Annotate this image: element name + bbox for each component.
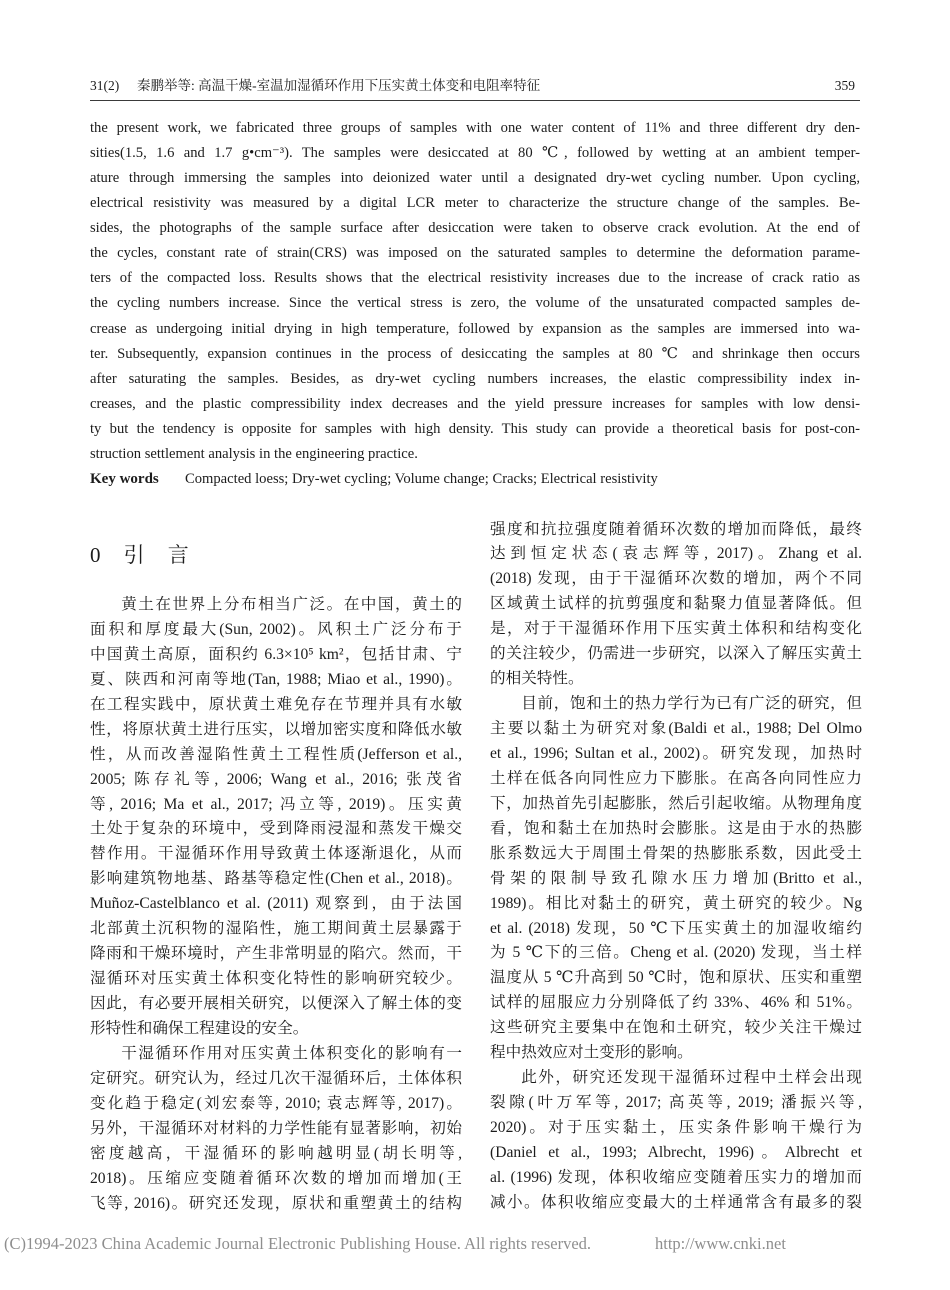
text-line: et al., 1996; Sultan et al., 2002)。研究发现，加热时 [490,744,862,762]
keywords-text: Compacted loess; Dry-wet cycling; Volume change; Cracks; Electrical resistivity [185,470,658,487]
text-line: 另外，干湿循环对材料的力学性能有显著影响，初始 [90,1119,462,1137]
text-line: 裂隙(叶万军等, 2017; 高英等, 2019; 潘振兴等, [490,1094,862,1112]
abstract-paragraph [90,116,860,468]
text-line: 2020)。对于压实黏土，压实条件影响干燥行为 [490,1119,862,1136]
text-line: 下，加热首先引起膨胀，然后引起收缩。从物理角度 [490,794,862,812]
text-line: 减小。体积收缩应变最大的土样通常含有最多的裂 [490,1193,862,1211]
running-title: 秦鹏举等: 高温干燥-室温加湿循环作用下压实黄土体变和电阻率特征 [137,78,541,93]
english-abstract [90,116,860,468]
text-line: 温度从 5 ℃升高到 50 ℃时，饱和原状、压实和重塑 [490,969,862,987]
keywords-label: Key words [90,470,159,487]
text-line: 面积和厚度最大(Sun, 2002)。风积土广泛分布于 [90,620,462,638]
paragraph [490,1066,862,1216]
text-line: 影响建筑物地基、路基等稳定性(Chen et al., 2018)。 [90,870,462,888]
text-line: 形特性和确保工程建设的安全。 [90,1019,309,1037]
text-line: 目前，饱和土的热力学行为已有广泛的研究，但 [521,695,862,713]
text-line: 1989)。相比对黏土的研究，黄土研究的较少。Ng [490,894,862,912]
text-line: 为 5 ℃下的三倍。Cheng et al. (2020) 发现，当土样 [490,944,862,962]
text-line: 黄土在世界上分布相当广泛。在中国，黄土的 [121,596,462,613]
left-column [90,593,462,1216]
text-line: sides, the photographs of the sample surface after desiccation were taken to observe crack evolution. At the end of [90,220,860,237]
text-line: 区域黄土试样的抗剪强度和黏聚力值显著降低。但 [490,595,862,613]
text-line: 湿循环对压实黄土体积变化特性的影响研究较少。 [90,970,462,988]
text-line: 2018)。压缩应变随着循环次数的增加而增加(王 [90,1169,462,1187]
copyright-notice: (C)1994-2023 China Academic Journal Electronic Publishing House. All rights reserved. [4,1234,592,1253]
text-line: (2018) 发现，由于干湿循环次数的增加，两个不同 [490,570,862,588]
section-title: 引 言 [123,543,198,567]
text-line: Muñoz-Castelblanco et al. (2011) 观察到，由于法国 [90,895,462,913]
text-line: 这些研究主要集中在饱和土研究，较少关注干燥过 [490,1019,862,1037]
text-line: 中国黄土高原，面积约 6.3×10⁵ km²，包括甘肃、宁 [90,645,462,663]
text-line: 试样的屈服应力分别降低了约 33%、46% 和 51%。 [490,994,862,1012]
text-line: electrical resistivity was measured by a digital LCR meter to characterize the structure change of the samples. Be- [90,194,860,211]
running-header [0,76,950,96]
text-line: al. (1996) 发现，体积收缩应变随着压实力的增加而 [490,1168,862,1186]
text-line: 骨架的限制导致孔隙水压力增加(Britto et al., [490,869,862,887]
right-column [490,518,862,1216]
text-line: 胀系数远大于周围土骨架的热膨胀系数，因此受土 [490,844,862,862]
text-line: 夏、陕西和河南等地(Tan, 1988; Miao et al., 1990)。 [90,670,462,688]
keywords [90,467,860,492]
text-line: 的关注较少，仍需进一步研究，以深入了解压实黄土 [490,645,862,663]
text-line: 是，对于干湿循环作用下压实黄土体积和结构变化 [490,620,862,638]
text-line: 土处于复杂的环境中，受到降雨浸湿和蒸发干燥交 [90,820,462,838]
text-line: 此外，研究还发现干湿循环过程中土样会出现 [521,1069,862,1087]
text-line: 干湿循环作用对压实黄土体积变化的影响有一 [121,1044,462,1062]
text-line: sities(1.5, 1.6 and 1.7 g•cm⁻³). The samples were desiccated at 80 ℃, followed by wetting at an ambient temper- [90,144,860,161]
text-line: 在工程实践中，原状黄土难免存在节理并具有水敏 [90,695,462,713]
text-line: 定研究。研究认为，经过几次干湿循环后，土体体积 [90,1069,462,1087]
text-line: 降雨和干燥环境时，产生非常明显的陷穴。然而，干 [90,945,462,963]
text-line: struction settlement analysis in the engineering practice. [90,446,418,463]
paragraph [90,593,462,1042]
text-line: 达到恒定状态(袁志辉等, 2017)。Zhang et al. [490,545,862,563]
volume-issue: 31(2) [90,78,120,93]
page-footer [0,1233,950,1255]
text-line: et al. (2018) 发现，50 ℃下压实黄土的加湿收缩约 [490,919,862,937]
text-line: 等, 2016; Ma et al., 2017; 冯立等, 2019)。压实黄 [90,795,462,813]
text-line: 看，饱和黏土在加热时会膨胀。这是由于水的热膨 [490,819,862,837]
text-line: 土样在低各向同性应力下膨胀。在高各向同性应力 [490,769,862,787]
text-line: ter. Subsequently, expansion continues in the process of desiccating the samples at 80 ℃ and shrinkage then occurs [90,345,860,362]
text-line: 因此，有必要开展相关研究，以便深入了解土体的变 [90,995,462,1012]
text-line: 2005; 陈存礼等, 2006; Wang et al., 2016; 张茂省 [90,770,462,788]
text-line: creases, and the plastic compressibility index decreases and the yield pressure increases for samples with low densi- [90,396,860,413]
text-line: 密度越高，干湿循环的影响越明显(胡长明等, [90,1144,462,1162]
text-line: ters of the compacted loss. Results shows that the electrical resistivity increases due to the increase of crack ratio as [90,270,860,287]
text-line: 飞等, 2016)。研究还发现，原状和重塑黄土的结构 [90,1194,462,1212]
text-line: 主要以黏土为研究对象(Baldi et al., 1988; Del Olmo [490,720,862,737]
text-line: ature through immersing the samples into deionized water until a designated dry-wet cycling number. Upon cycling, [90,169,860,186]
text-line: after saturating the samples. Besides, as dry-wet cycling numbers increases, the elastic compressibility index in- [90,370,860,387]
paragraph [90,1042,462,1217]
text-line: ty but the tendency is opposite for samples with high density. This study can provide a theoretical basis for post-con- [90,421,860,438]
header-rule [90,100,860,101]
text-line: (Daniel et al., 1993; Albrecht, 1996)。Albrecht et [490,1143,862,1161]
section-number: 0 [90,543,101,567]
text-line: 替作用。干湿循环作用导致黄土体逐渐退化，从而 [90,845,462,863]
text-line: 性，从而改善湿陷性黄土工程性质(Jefferson et al., [90,745,462,763]
text-line: the present work, we fabricated three groups of samples with one water content of 11% and three different dry den- [90,119,860,136]
text-line: 程中热效应对土变形的影响。 [490,1044,693,1062]
footer-url: http://www.cnki.net [655,1234,786,1253]
text-line: the cycling numbers increase. Since the vertical stress is zero, the volume of the unsaturated compacted samples de- [90,295,860,312]
text-line: 强度和抗拉强度随着循环次数的增加而降低，最终 [490,520,862,538]
text-line: 性，将原状黄土进行压实，以增加密实度和降低水敏 [90,720,462,738]
page-number: 359 [834,78,855,93]
text-line: 的相关特性。 [490,670,584,688]
text-line: 北部黄土沉积物的湿陷性，施工期间黄土层暴露于 [90,920,462,938]
paragraph [490,692,862,1066]
section-heading [90,540,198,570]
paragraph [490,518,862,693]
text-line: 变化趋于稳定(刘宏泰等, 2010; 袁志辉等, 2017)。 [90,1094,462,1112]
text-line: crease as undergoing initial drying in high temperature, followed by expansion as the samples are immersed into wa- [90,320,860,337]
text-line: the cycles, constant rate of strain(CRS) was imposed on the saturated samples to determine the deformation parame- [90,245,860,262]
